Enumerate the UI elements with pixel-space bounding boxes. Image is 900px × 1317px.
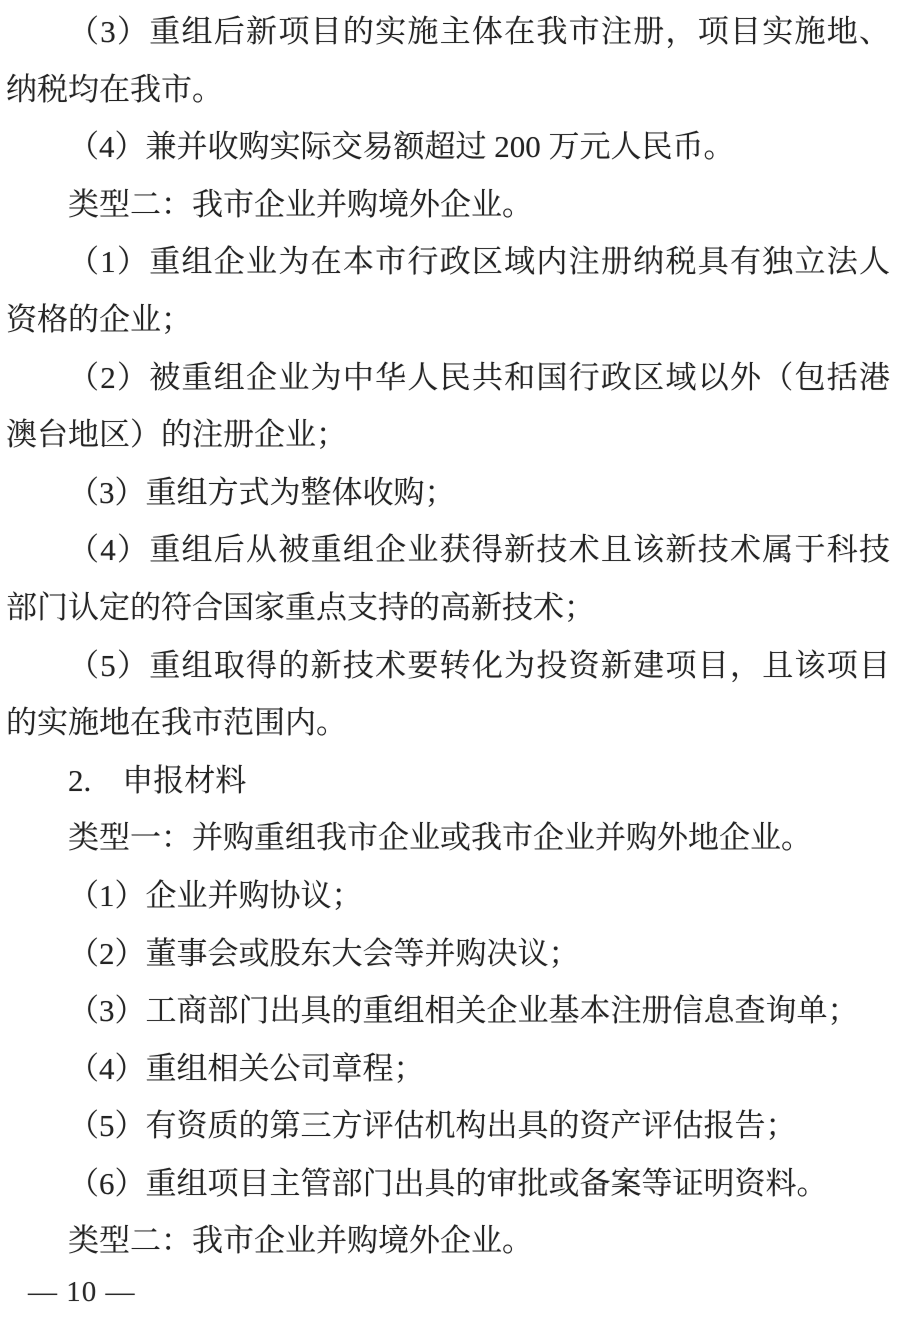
text-line: （1）重组企业为在本市行政区域内注册纳税具有独立法人 [68,244,890,280]
text-line: 类型二：我市企业并购境外企业。 [68,186,533,222]
text-line: （6）重组项目主管部门出具的审批或备案等证明资料。 [68,1165,828,1201]
text-line: （4）重组相关公司章程； [68,1050,425,1086]
text-line: 澳台地区）的注册企业； [6,417,347,453]
text-line: （5）有资质的第三方评估机构出具的资产评估报告； [68,1108,797,1144]
text-line: （3）重组方式为整体收购； [68,474,456,510]
text-line: 类型二：我市企业并购境外企业。 [68,1223,533,1259]
page-number: — 10 — [28,1276,136,1308]
text-line: 资格的企业； [6,301,192,337]
text-line: （4）兼并收购实际交易额超过 200 万元人民币。 [68,129,735,165]
text-line: （3）重组后新项目的实施主体在我市注册，项目实施地、 [68,14,890,49]
text-line: （5）重组取得的新技术要转化为投资新建项目，且该项目 [68,647,890,683]
text-line: （4）重组后从被重组企业获得新技术且该新技术属于科技 [68,532,890,568]
text-line: 纳税均在我市。 [6,71,223,107]
text-line: （1）企业并购协议； [68,877,363,913]
text-line: 部门认定的符合国家重点支持的高新技术； [6,589,595,625]
text-line: 类型一：并购重组我市企业或我市企业并购外地企业。 [68,820,812,856]
text-line: （2）董事会或股东大会等并购决议； [68,935,580,971]
text-line: （2）被重组企业为中华人民共和国行政区域以外（包括港 [68,359,890,395]
text-line: 2. 申报材料 [68,762,247,798]
text-line: 的实施地在我市范围内。 [6,705,347,741]
text-line: （3）工商部门出具的重组相关企业基本注册信息查询单； [68,993,859,1029]
